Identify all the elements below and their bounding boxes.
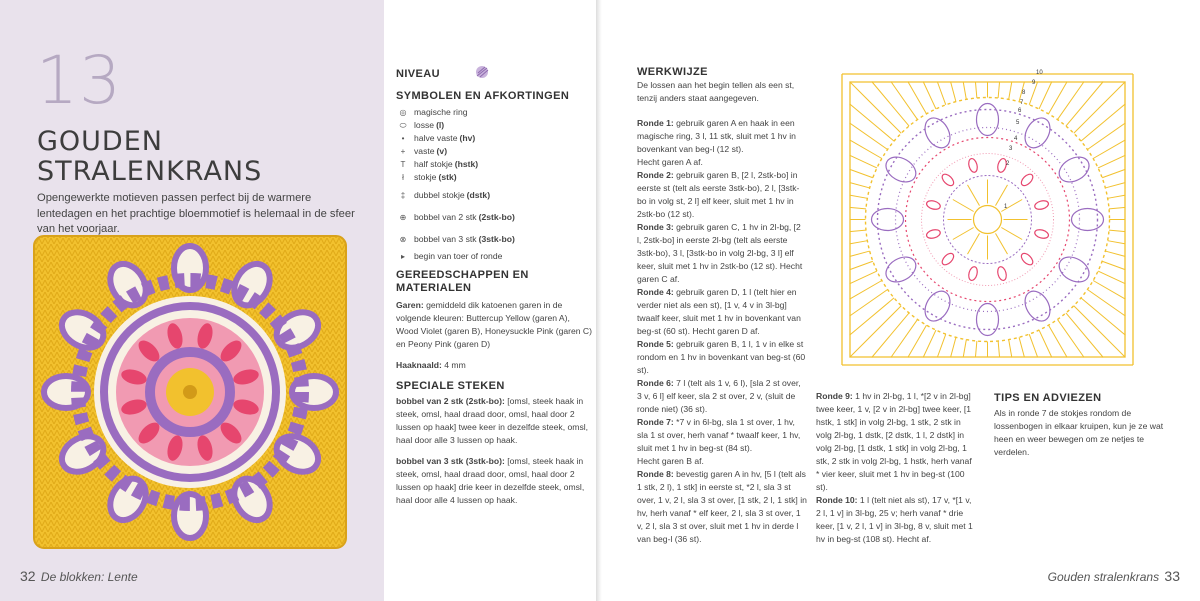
diagram-stitch-ray — [1019, 337, 1024, 357]
special-stitch-1-text: [omsl, steek haak in steek, omsl, haal draad door, omsl, haal door 2 lussen op haak] twee keer in dezelfde steek, omsl, haal door alle 3 lussen op haak. — [396, 396, 589, 445]
diagram-stitch-ray — [850, 104, 895, 141]
diagram-stitch-ray — [998, 341, 999, 357]
round-text: gebruik garen C, 1 hv in 2l-bg, [2 l, 2stk-bo] in eerste 2l-bg (telt als eerste 3stk-bo), 3 l, [3stk-bo in volg 2l-bg, 3 l] elf keer, sluit met 1 hv in 2stk-bo (12 st). Hecht garen C af. — [637, 222, 803, 284]
pattern-name-footer: Gouden stralenkrans — [1047, 570, 1160, 584]
page-number-right: 33 — [1164, 568, 1180, 584]
special-stitch-1 — [396, 395, 592, 447]
diagram-stitch-ray — [923, 330, 936, 357]
diagram-round-ring — [906, 138, 1070, 302]
diagram-loop — [1020, 287, 1055, 326]
symbol-abbreviation: (3stk-bo) — [478, 233, 515, 244]
magic-ring-icon: ◎ — [399, 108, 407, 117]
single-crochet-icon: + — [400, 147, 406, 156]
symbol-label: stokje — [414, 172, 437, 182]
symbol-abbreviation: (hstk) — [454, 159, 479, 169]
yarn-label: Garen: — [396, 300, 424, 310]
round-label: Ronde 3: — [637, 222, 674, 232]
diagram-loop — [872, 209, 904, 231]
special-stitch-2-label: bobbel van 3 stk (3stk-bo): — [396, 456, 505, 466]
treble-icon: ‡ — [400, 190, 406, 200]
diagram-cluster — [940, 251, 956, 267]
diagram-stitch-ray — [1057, 319, 1084, 357]
folio-left — [20, 568, 138, 584]
info-column — [396, 66, 592, 515]
symbol-item — [396, 158, 592, 171]
diagram-stitch-ray — [850, 207, 866, 208]
special-stitch-2-text: [omsl, steek haak in steek, omsl, haal draad door, omsl, haal door 2 lussen op haak] drie keer in dezelfde steek, omsl, haal door alle 4 lussen op haak. — [396, 456, 585, 505]
diagram-center-stitch — [996, 233, 1008, 254]
cluster-2-icon: ⊕ — [399, 212, 407, 222]
diagram-stitch-ray — [872, 82, 909, 127]
diagram-cluster — [1019, 172, 1035, 188]
round-label: Ronde 7: — [637, 417, 674, 427]
pattern-title-line-2: STRALENKRANS — [37, 156, 263, 187]
yarn-ball-icon — [474, 65, 490, 83]
round-label: Ronde 6: — [637, 378, 674, 388]
diagram-stitch-ray — [963, 340, 966, 358]
niveau-heading: NIVEAU — [396, 67, 440, 80]
round-instruction — [816, 390, 974, 494]
round-text: 1 l (telt niet als st), 17 v, *[1 v, 2 l, 1 v] in 3l-bg, 25 v; herh vanaf * drie keer, [1 v, 2 l, 1 v] in 3l-bg, 8 v, sluit met 1 hv in beg-st (108 st). Hecht af. — [816, 495, 973, 544]
intro-text: Opengewerkte motieven passen perfect bij de warmere lentedagen en het prachtige bloemmotief is helemaal in de sfeer van het voorjaar. — [37, 192, 355, 235]
diagram-stitch-ray — [1108, 241, 1126, 244]
diagram-stitch-ray — [1105, 183, 1125, 188]
materials-heading-2: MATERIALEN — [396, 282, 472, 294]
symbol-label: magische ring — [414, 107, 468, 117]
diagram-stitch-ray — [850, 230, 866, 231]
diagram-loop — [1055, 252, 1094, 287]
diagram-stitch-ray — [850, 195, 868, 198]
round-label: Ronde 8: — [637, 469, 674, 479]
symbol-abbreviation: (v) — [436, 146, 448, 156]
yarn-text: gemiddeld dik katoenen garen in de volgende kleuren: Buttercup Yellow (garen A), Wood Violet (garen B), Honeysuckle Pink (garen C) en Peony Pink (garen D) — [396, 300, 592, 349]
diagram-loop — [1072, 209, 1104, 231]
diagram-stitch-ray — [975, 341, 976, 357]
round-text: bevestig garen A in hv, [5 l (telt als 1 stk, 2 l), 1 stk] in eerste st, *2 l, sla 3 st over, 1 v, 2 l, sla 3 st over, [1 stk, 2 l, 1 stk] in hv, herh vanaf * elf keer, 2 l, sla 3 st over, 1 v, 2 l, sla 3 st over, sluit met 1 hv in derde l van beg-l (36 st). — [637, 469, 807, 544]
diagram-round-ring — [974, 206, 1002, 234]
round-text: 7 l (telt als 1 v, 6 l), [sla 2 st over, 3 v, 6 l] elf keer, sla 2 st over, 2 v, (sluit de ronde niet) (36 st). — [637, 378, 801, 414]
double-crochet-icon: ł — [402, 173, 404, 182]
diagram-stitch-ray — [850, 183, 870, 188]
symbol-abbreviation: (l) — [436, 120, 445, 130]
diagram-cluster — [1034, 228, 1050, 239]
half-double-icon: T — [400, 160, 406, 169]
diagram-stitch-ray — [1087, 123, 1125, 150]
diagram-round-number: 7 — [1020, 100, 1024, 106]
symbols-heading: SYMBOLEN EN AFKORTINGEN — [396, 90, 570, 102]
diagram-center-stitch — [996, 185, 1008, 206]
round-start-icon: ▸ — [400, 252, 405, 261]
special-stitch-2 — [396, 455, 592, 507]
symbol-label: half stokje — [414, 159, 453, 169]
diagram-cluster — [926, 228, 942, 239]
hook-paragraph — [396, 359, 592, 372]
symbol-abbreviation: (hv) — [459, 133, 476, 143]
diagram-stitch-ray — [1087, 289, 1125, 316]
diagram-center-stitch — [968, 185, 980, 206]
diagram-round-ring — [922, 154, 1054, 286]
round-text: gebruik garen A en haak in een magische ring, 3 l, 11 stk, sluit met 1 hv in bovenkant van beg-l (12 st). — [637, 118, 796, 154]
diagram-stitch-ray — [850, 155, 877, 168]
diagram-stitch-ray — [850, 289, 888, 316]
pattern-number: 13 — [36, 42, 122, 119]
symbol-item — [396, 250, 592, 263]
crochet-square-photo — [30, 232, 350, 552]
diagram-stitch-ray — [891, 82, 918, 120]
folio-right — [1048, 568, 1180, 584]
diagram-round-number: 4 — [1014, 136, 1018, 142]
diagram-cluster — [967, 158, 978, 174]
diagram-stitch-ray — [1057, 82, 1084, 120]
diagram-round-number: 2 — [1006, 161, 1010, 167]
diagram-stitch-ray — [850, 169, 873, 178]
diagram-stitch-ray — [1102, 261, 1125, 270]
method-heading: WERKWIJZE — [637, 66, 708, 78]
diagram-round-ring — [896, 128, 1080, 312]
diagram-stitch-ray — [1105, 251, 1125, 256]
special-stitches-heading: SPECIALE STEKEN — [396, 380, 505, 392]
round-note: Hecht garen A af. — [637, 157, 703, 167]
rounds-list — [637, 117, 807, 546]
round-label: Ronde 9: — [816, 391, 853, 401]
diagram-stitch-ray — [891, 319, 918, 357]
diagram-stitch-ray — [1029, 334, 1038, 357]
diagram-stitch-ray — [850, 298, 895, 335]
symbol-abbreviation: (stk) — [438, 172, 457, 182]
diagram-stitch-ray — [1066, 313, 1103, 358]
diagram-stitch-ray — [1108, 195, 1126, 198]
diagram-stitch-ray — [998, 82, 999, 98]
diagram-stitch-ray — [1102, 169, 1125, 178]
round-text: *7 v in 6l-bg, sla 1 st over, 1 hv, sla 1 st over, herh vanaf * twaalf keer, 1 hv, sluit met 1 hv in beg-st (84 st). — [637, 417, 801, 453]
diagram-center-stitch — [968, 233, 980, 254]
symbol-label: losse — [414, 120, 435, 130]
round-text: 1 hv in 2l-bg, 1 l, *[2 v in 2l-bg] twee keer, 1 v, [2 v in 2l-bg] twee keer, [1 hstk, 1 stk] in volg 2l-bg, 1 stk, 2 stk in volg 2l-bg, 1 dstk, [2 dstk, 1 l, 2 dstk] in volg 2l-bg, [1 dstk, 1 stk] in volg 2l-bg, 1 stk, 2 stk in volg 2l-bg, 1 hstk, herh vanaf * vier keer, sluit met 1 hv in beg-st (100 st). — [816, 391, 972, 492]
diagram-loop — [977, 304, 999, 336]
hook-label: Haaknaald: — [396, 360, 442, 370]
diagram-stitch-ray — [850, 241, 868, 244]
diagram-stitch-ray — [850, 123, 888, 150]
left-page — [0, 0, 384, 601]
symbol-label: begin van toer of ronde — [414, 251, 503, 261]
diagram-cluster — [926, 199, 942, 210]
tips-heading: TIPS EN ADVIEZEN — [994, 392, 1102, 404]
round-instruction — [637, 416, 807, 455]
diagram-stitch-ray — [850, 251, 870, 256]
stitch-diagram — [836, 68, 1139, 371]
diagram-center-stitch — [953, 200, 974, 212]
round-label: Ronde 1: — [637, 118, 674, 128]
symbols-list — [396, 106, 592, 263]
tips-text: Als in ronde 7 de stokjes rondom de lossenbogen in elkaar kruipen, kun je ze wat heen en weer bewegen om ze netjes te verdelen. — [994, 408, 1164, 457]
diagram-stitch-ray — [975, 82, 976, 98]
round-instruction — [816, 494, 974, 546]
diagram-stitch-ray — [951, 82, 956, 102]
diagram-loop — [977, 104, 999, 136]
symbol-label: bobbel van 3 stk — [414, 233, 477, 244]
diagram-round-number: 10 — [1036, 70, 1043, 76]
method-column-2 — [816, 390, 974, 546]
diagram-cluster — [967, 266, 978, 282]
diagram-round-number: 1 — [1004, 204, 1008, 210]
symbol-item — [396, 171, 592, 184]
symbol-item — [396, 119, 592, 132]
diagram-stitch-ray — [1039, 330, 1052, 357]
diagram-round-number: 8 — [1022, 90, 1026, 96]
slip-stitch-icon: • — [401, 134, 405, 143]
diagram-cluster — [996, 266, 1007, 282]
diagram-stitch-ray — [923, 82, 936, 109]
rounds-list-2 — [816, 390, 974, 546]
diagram-stitch-ray — [1009, 82, 1012, 100]
diagram-stitch-ray — [1081, 104, 1126, 141]
symbol-label: bobbel van 2 stk — [414, 211, 477, 222]
symbol-label: vaste — [414, 146, 435, 156]
diagram-round-ring — [866, 98, 1110, 342]
diagram-stitch-ray — [1066, 82, 1103, 127]
diagram-stitch-ray — [1109, 207, 1125, 208]
symbol-abbreviation: (dstk) — [466, 189, 491, 200]
diagram-round-number: 5 — [1016, 120, 1020, 126]
diagram-stitch-ray — [937, 82, 946, 105]
diagram-cluster — [1034, 199, 1050, 210]
round-note: Hecht garen B af. — [637, 456, 704, 466]
round-instruction — [637, 286, 807, 338]
diagram-stitch-ray — [1109, 230, 1125, 231]
symbol-item — [396, 206, 592, 228]
round-instruction — [637, 338, 807, 377]
diagram-cluster — [940, 172, 956, 188]
round-label: Ronde 5: — [637, 339, 674, 349]
diagram-stitch-ray — [1081, 298, 1126, 335]
diagram-stitch-ray — [1009, 340, 1012, 358]
diagram-center-stitch — [1001, 228, 1022, 240]
materials-heading-1: GEREEDSCHAPPEN EN — [396, 269, 529, 281]
diagram-center-stitch — [953, 228, 974, 240]
round-instruction — [637, 169, 807, 221]
diagram-loop — [920, 287, 955, 326]
method-column — [637, 66, 807, 546]
symbol-item — [396, 184, 592, 206]
diagram-stitch-ray — [951, 337, 956, 357]
round-text: gebruik garen D, 1 l (telt hier en verder niet als een st), [1 v, 4 v in 3l-bg] twaalf keer, sluit met 1 hv in bovenkant van beg-st (60 st). Hecht garen D af. — [637, 287, 801, 336]
diagram-round-ring — [878, 110, 1098, 330]
round-instruction — [637, 377, 807, 416]
symbol-item — [396, 145, 592, 158]
diagram-round-number: 9 — [1032, 80, 1036, 86]
symbol-abbreviation: (2stk-bo) — [478, 211, 515, 222]
symbol-label: dubbel stokje — [414, 189, 465, 200]
round-text: gebruik garen B, 1 l, 1 v in elke st rondom en 1 hv in bovenkant van beg-st (60 st). — [637, 339, 806, 375]
round-instruction — [637, 117, 807, 156]
round-instruction — [637, 221, 807, 286]
diagram-loop — [1020, 114, 1055, 153]
diagram-stitch-ray — [937, 334, 946, 357]
round-label: Ronde 2: — [637, 170, 674, 180]
symbol-item — [396, 132, 592, 145]
method-intro: De lossen aan het begin tellen als een st, tenzij anders staat aangegeven. — [637, 80, 795, 103]
diagram-stitch-ray — [1098, 155, 1125, 168]
round-label: Ronde 10: — [816, 495, 858, 505]
diagram-stitch-ray — [850, 271, 877, 284]
diagram-stitch-ray — [963, 82, 966, 100]
round-text: gebruik garen B, [2 l, 2stk-bo] in eerste st (telt als eerste 3stk-bo), 2 l, [3stk-bo in volg st, 2 l] elf keer, sluit met 1 hv in 2stk-bo (12 st). — [637, 170, 800, 219]
symbol-label: halve vaste — [414, 133, 458, 143]
yarn-paragraph — [396, 299, 592, 351]
diagram-stitch-ray — [850, 261, 873, 270]
pattern-title-line-1: GOUDEN — [37, 126, 163, 157]
symbol-item — [396, 228, 592, 250]
round-instruction — [637, 468, 807, 546]
diagram-stitch-ray — [1098, 271, 1125, 284]
hook-text: 4 mm — [441, 360, 466, 370]
diagram-loop — [882, 252, 921, 287]
round-label: Ronde 4: — [637, 287, 674, 297]
diagram-round-number: 6 — [1018, 108, 1022, 114]
tips-column — [994, 392, 1164, 467]
section-name: De blokken: Lente — [40, 570, 138, 584]
cluster-3-icon: ⊗ — [399, 234, 407, 244]
diagram-stitch-ray — [872, 313, 909, 358]
diagram-round-number: 3 — [1009, 146, 1013, 152]
diagram-stitch-ray — [1039, 82, 1052, 109]
symbol-item — [396, 106, 592, 119]
diagram-cluster — [1019, 251, 1035, 267]
special-stitch-1-label: bobbel van 2 stk (2stk-bo): — [396, 396, 505, 406]
chain-icon: ⬭ — [399, 121, 407, 130]
page-number-left: 32 — [20, 568, 36, 584]
